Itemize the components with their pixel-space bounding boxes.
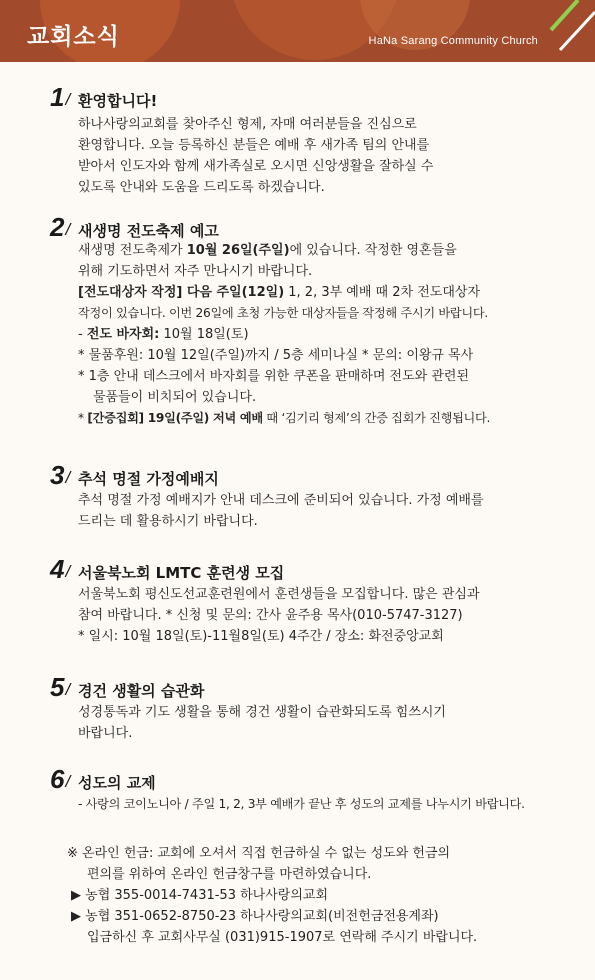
item-number: 1/ xyxy=(50,82,71,112)
item-body xyxy=(78,114,558,198)
item-title: 새생명 전도축제 예고 xyxy=(78,222,219,240)
body-line: 참여 바랍니다. * 신청 및 문의: 간사 윤주용 목사(010-5747-3127) xyxy=(78,608,463,623)
church-name: HaNa Sarang Community Church xyxy=(368,35,538,47)
body-line: 하나사랑의교회를 찾아주신 형제, 자매 여러분들을 진심으로 xyxy=(78,117,417,132)
item-body xyxy=(78,240,558,429)
item-number: 6/ xyxy=(50,764,71,794)
item-title: 성도의 교제 xyxy=(78,774,156,792)
body-line: 추석 명절 가정 예배지가 안내 데스크에 준비되어 있습니다. 가정 예배를 xyxy=(78,493,484,508)
item-title: 추석 명절 가정예배지 xyxy=(78,470,219,488)
notice-line: 편의를 위하여 온라인 헌금창구를 마련하였습니다. xyxy=(87,867,372,882)
body-line: - 사랑의 코이노니아 / 주일 1, 2, 3부 예배가 끝난 후 성도의 교제를 나누시기 바랍니다. xyxy=(78,797,525,811)
item-number: 5/ xyxy=(50,672,71,702)
body-line: 있도록 안내와 도움을 드리도록 하겠습니다. xyxy=(78,180,325,195)
item-number: 3/ xyxy=(50,460,71,490)
online-offering-notice xyxy=(67,843,587,948)
body-line: 드리는 데 활용하시기 바랍니다. xyxy=(78,514,258,529)
body-line: 새생명 전도축제가 10월 26일(주일)에 있습니다. 작정한 영혼들을 xyxy=(78,243,457,258)
body-line: * 물품후원: 10월 12일(주일)까지 / 5층 세미나실 * 문의: 이왕규 목사 xyxy=(78,348,474,363)
body-line: 작정이 있습니다. 이번 26일에 초청 가능한 대상자들을 작정해 주시기 바랍니다. xyxy=(78,306,488,320)
body-line: 환영합니다. 오늘 등록하신 분들은 예배 후 새가족 팀의 안내를 xyxy=(78,138,430,153)
body-line: 물품들이 비치되어 있습니다. xyxy=(93,390,257,405)
body-line: 위해 기도하면서 자주 만나시기 바랍니다. xyxy=(78,264,313,279)
body-line: * 1층 안내 데스크에서 바자회를 위한 쿠폰을 판매하며 전도와 관련된 xyxy=(78,369,470,384)
body-line: - 전도 바자회: 10월 18일(토) xyxy=(78,327,249,342)
item-title: 경건 생활의 습관화 xyxy=(78,682,205,700)
item-body xyxy=(78,702,558,744)
notice-line: 입금하신 후 교회사무실 (031)915-1907로 연락해 주시기 바랍니다. xyxy=(87,930,478,945)
notice-line: ※ 온라인 헌금: 교회에 오셔서 직접 헌금하실 수 없는 성도와 헌금의 xyxy=(67,846,451,861)
item-number: 2/ xyxy=(50,212,71,242)
bank-account: ▶ 농협 351-0652-8750-23 하나사랑의교회(비전헌금전용계좌) xyxy=(71,909,439,924)
item-number: 4/ xyxy=(50,554,71,584)
bank-account: ▶ 농협 355-0014-7431-53 하나사랑의교회 xyxy=(71,888,329,903)
body-line: * 일시: 10월 18일(토)-11월8일(토) 4주간 / 장소: 화전중앙교회 xyxy=(78,629,444,644)
item-title: 환영합니다! xyxy=(78,92,158,110)
body-line: 성경통독과 기도 생활을 통해 경건 생활이 습관화되도록 힘쓰시기 xyxy=(78,705,446,720)
body-line: 바랍니다. xyxy=(78,726,133,741)
body-line: 받아서 인도자와 함께 새가족실로 오시면 신앙생활을 잘하실 수 xyxy=(78,159,434,174)
item-body xyxy=(78,584,558,647)
page-title: 교회소식 xyxy=(27,24,120,50)
item-body xyxy=(78,490,558,532)
header-banner xyxy=(0,0,595,62)
body-line: * [간증집회] 19일(주일) 저녁 예배 때 ‘김기리 형제’의 간증 집회가 진행됩니다. xyxy=(78,411,491,425)
body-line: [전도대상자 작정] 다음 주일(12일) 1, 2, 3부 예배 때 2차 전도대상자 xyxy=(78,285,480,300)
body-line: 서울북노회 평신도선교훈련원에서 훈련생들을 모집합니다. 많은 관심과 xyxy=(78,587,480,602)
item-body xyxy=(78,794,558,815)
item-title: 서울북노회 LMTC 훈련생 모집 xyxy=(78,564,285,582)
